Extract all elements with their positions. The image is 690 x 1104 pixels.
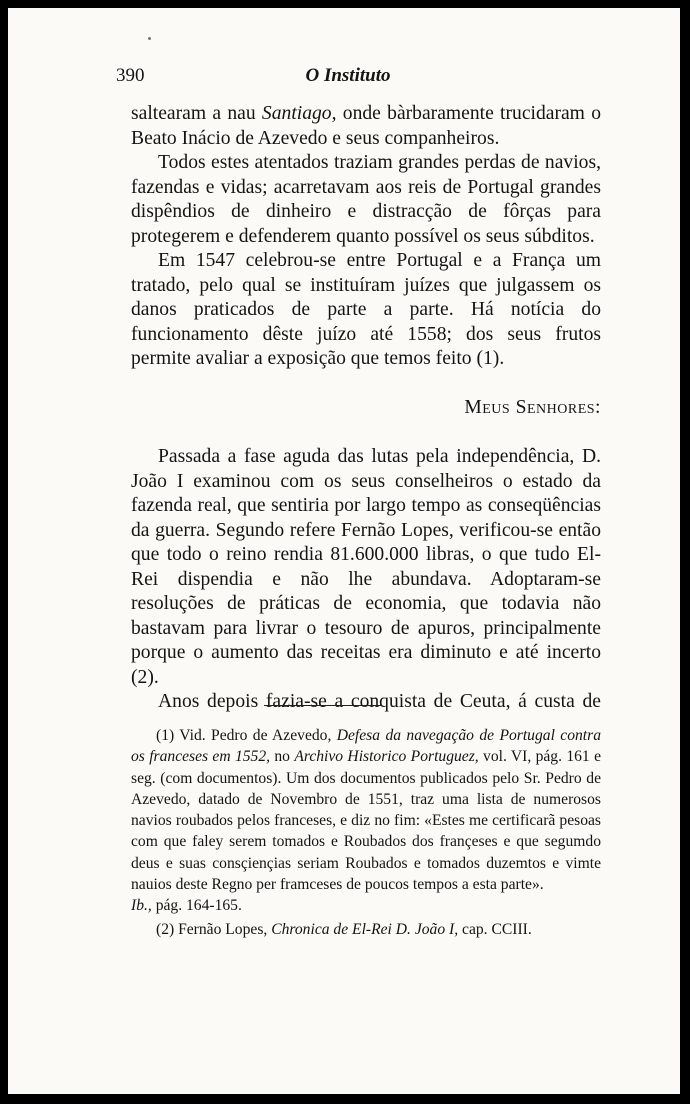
paragraph-5: Anos depois fazia-se a conquista de Ceuta, á custa de [158, 691, 601, 712]
ink-speck [148, 37, 151, 40]
footnote-1-text-b: no [270, 748, 295, 766]
main-text [131, 102, 601, 715]
ship-name: Santiago, [261, 103, 337, 124]
paragraph-3: Em 1547 celebrou-se entre Portugal e a França um tratado, pelo qual se instituíram juízes que julgassem os danos praticados de parte a parte. Há notícia do funcionamento dêste juízo até 1558; dos seus frutos permite avaliar a exposição que temos feito (1). [131, 250, 601, 369]
footnote-1-ibid: Ib., [131, 897, 152, 915]
paragraph-1 [131, 102, 601, 151]
footnote-2 [131, 919, 601, 940]
footnotes [131, 725, 601, 940]
footnote-1-journal-title: Archivo Historico Portuguez, [294, 748, 479, 766]
footnote-1-text-c: vol. VI, pág. 161 e seg. (com documentos). Um dos documentos publicados pelo Sr. Pedro de Azevedo, datado de Novembro de 1551, traz uma lista de numerosos navios roubados pelos franceses, e diz no fim: «Estes me certificarã pesoas com que faley serem tomados e Roubados dos françeses e que segumdo deus e suas consçiençias seriam Roubados e tomados duzemtos e vimte nauios deste Regno per framceses de poucos tempos a esta parte». [131, 748, 601, 894]
page-number: 390 [116, 65, 145, 86]
paragraph-4: Passada a fase aguda das lutas pela independência, D. João I examinou com os seus conselheiros o estado da fazenda real, que sentiria por largo tempo as conseqüências da guerra. Segundo refere Fernão Lopes, verificou-se então que todo o reino rendia 81.600.000 libras, o que tudo El-Rei dispendia e não lhe abundava. Adoptaram-se resoluções de práticas de economia, que todavia não bastavam para livrar o tesouro de apuros, principalmente porque o aumento das receitas era diminuto e até incerto (2). [131, 446, 601, 688]
footnote-1-text-a: Vid. Pedro de Azevedo, [174, 727, 337, 744]
book-page [8, 8, 680, 1094]
footnote-2-text-a: Fernão Lopes, [174, 920, 272, 938]
paragraph-2: Todos estes atentados traziam grandes perdas de navios, fazendas e vidas; acarretavam aos reis de Portugal grandes dispêndios de dinheiro e distracção de fôrças para protegerem e defenderem quanto possível os seus súbditos. [131, 152, 601, 247]
paragraph-1-start: saltearam a nau [131, 103, 262, 124]
salutation: Meus Senhores: [464, 396, 601, 418]
running-title: O Instituto [305, 65, 391, 86]
footnote-2-work-title: Chronica de El-Rei D. João I, [271, 920, 459, 938]
running-header [116, 65, 580, 91]
footnote-2-mark: (2) [156, 920, 175, 938]
footnote-2-text-b: cap. CCIII. [458, 920, 532, 938]
footnote-1-work-title: Defesa da navegação de Portugal contra os franceses em 1552, [131, 727, 601, 766]
footnote-separator [264, 705, 382, 706]
footnote-1-mark: (1) [156, 727, 175, 744]
footnote-1 [131, 725, 601, 917]
paragraph-1-end: onde bàrbaramente trucidaram o Beato Inácio de Azevedo e seus companheiros. [131, 103, 602, 149]
footnote-1-pages: pág. 164-165. [151, 897, 242, 915]
